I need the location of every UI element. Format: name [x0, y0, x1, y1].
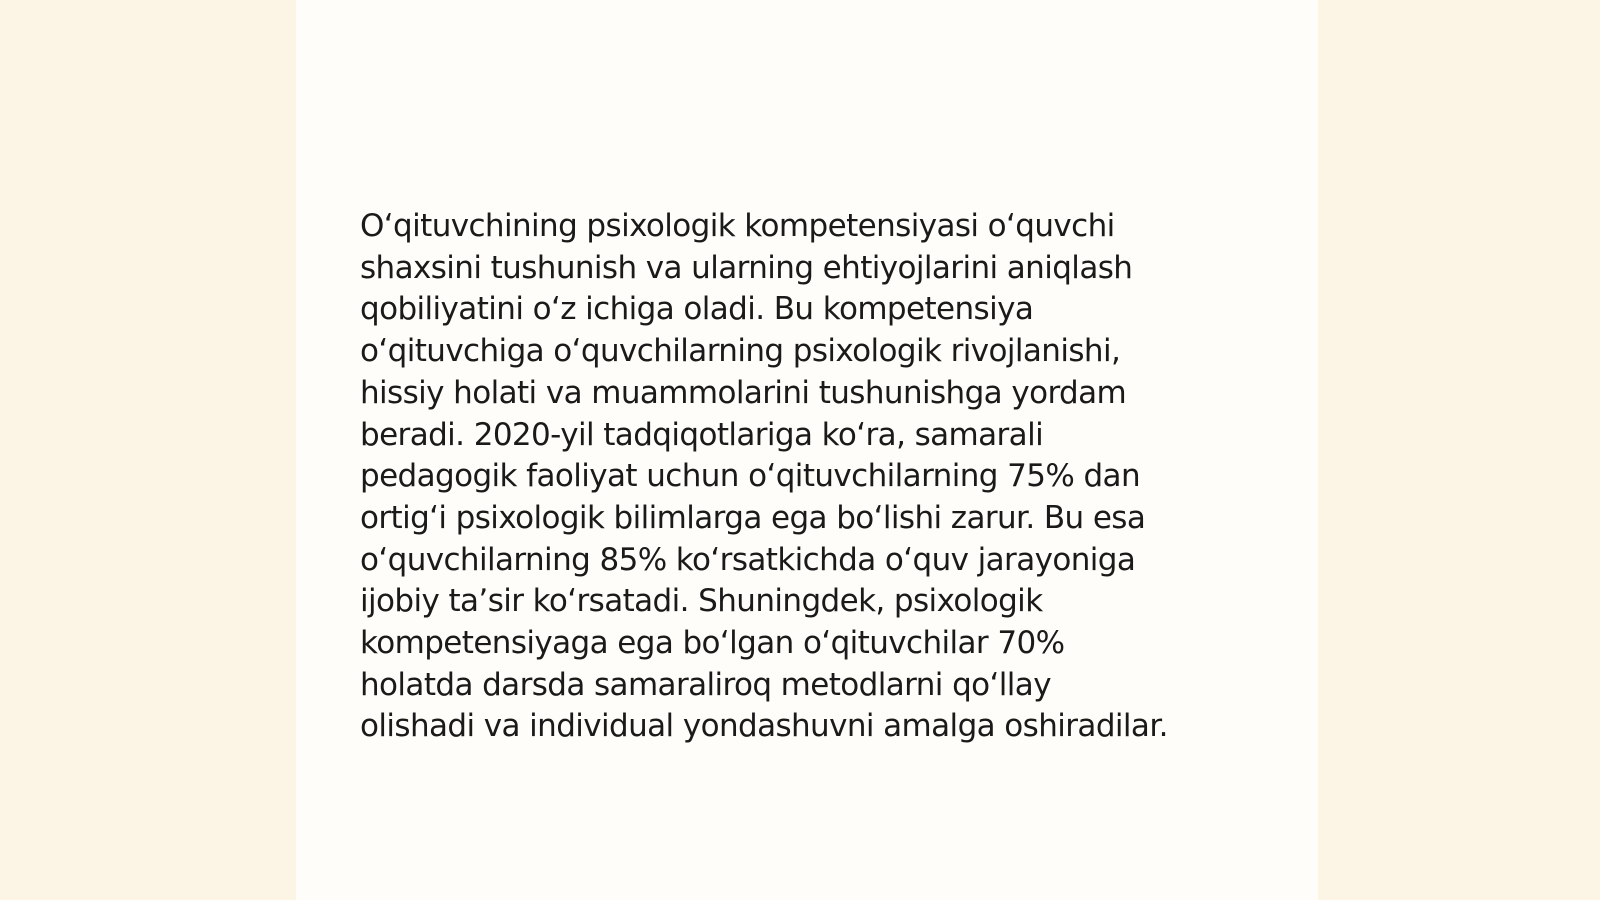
text-line: beradi. 2020-yil tadqiqotlariga koʻra, samarali — [360, 416, 1044, 453]
text-line: ortigʻi psixologik bilimlarga ega boʻlishi zarur. Bu esa — [360, 499, 1146, 536]
text-line: oʻqituvchiga oʻquvchilarning psixologik rivojlanishi, — [360, 333, 1121, 370]
text-line: hissiy holati va muammolarini tushunishga yordam — [360, 374, 1127, 411]
body-paragraph — [360, 206, 1250, 748]
text-line: holatda darsda samaraliroq metodlarni qoʻllay — [360, 666, 1051, 703]
right-margin-panel — [1318, 0, 1600, 900]
text-line: oʻquvchilarning 85% koʻrsatkichda oʻquv jarayoniga — [360, 541, 1136, 578]
text-line: olishadi va individual yondashuvni amalga oshiradilar. — [360, 708, 1168, 745]
left-margin-panel — [0, 0, 296, 900]
document-page — [296, 0, 1318, 900]
text-line: shaxsini tushunish va ularning ehtiyojlarini aniqlash — [360, 249, 1133, 286]
text-line: ijobiy taʼsir koʻrsatadi. Shuningdek, psixologik — [360, 583, 1043, 620]
text-line: qobiliyatini oʻz ichiga oladi. Bu kompetensiya — [360, 291, 1034, 328]
text-line: Oʻqituvchining psixologik kompetensiyasi oʻquvchi — [360, 208, 1115, 244]
text-line: pedagogik faoliyat uchun oʻqituvchilarning 75% dan — [360, 458, 1140, 495]
text-line: kompetensiyaga ega boʻlgan oʻqituvchilar 70% — [360, 625, 1065, 662]
